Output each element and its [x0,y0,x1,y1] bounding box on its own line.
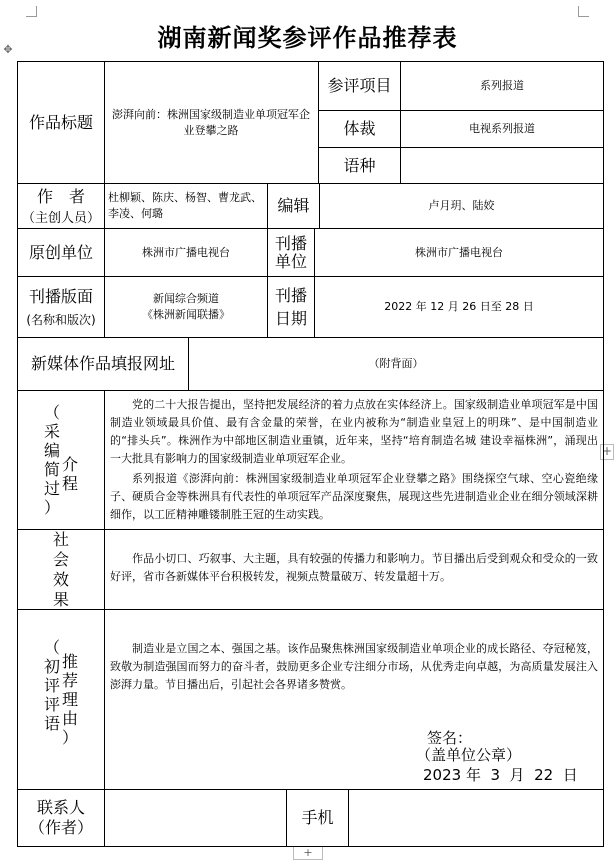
value-new-media-url[interactable]: （附背面） [368,357,424,370]
label-review-char: 语 [43,713,60,733]
label-edition [18,277,104,337]
label-review-char: 由 [62,709,79,728]
value-process-paragraph-1[interactable]: 党的二十大报告提出，坚持把发展经济的着力点放在实体经济上。国家级制造业单项冠军是中国制造业领域最具价值、最有含金量的荣誉，在业内被称为“制造业皇冠上的明珠”、是中国制造业的“排头兵”。株洲作为中部地区制造业重镇，近年来，坚持“培育制造名城 建设幸福株洲”，涌现出一大批具有影响力的国家级制造业单项冠军企业。 [110,398,598,465]
label-review-char: 理 [62,690,79,709]
label-publish-unit-line1: 刊播 [274,233,307,253]
label-publish-date-line2: 日期 [274,308,307,328]
label-review-col-left [44,638,60,752]
stamp-label: （盖单位公章） [416,746,522,764]
label-phone: 手机 [301,808,334,827]
label-publish-date [268,277,314,337]
label-process-col-left [44,403,60,517]
label-review-col-right [62,652,78,747]
add-row-icon[interactable]: + [293,846,323,860]
label-social-effect [18,530,104,609]
label-review-char: ） [62,728,79,747]
label-process-col-right [62,455,78,493]
label-process-char: 简 [43,460,60,479]
label-author [18,184,104,228]
label-review-char: 荐 [62,671,79,690]
label-process-char: 编 [43,441,60,460]
label-editor: 编辑 [277,196,310,215]
label-review-char: 评 [43,675,60,695]
label-social-char: 果 [52,589,69,609]
label-publish-date-line1: 刊播 [274,285,307,305]
signature-label: 签名： [427,729,473,747]
label-work-title: 作品标题 [28,112,93,132]
sign-date: 2023 年 3 月 22 日 [423,766,578,784]
value-review[interactable]: 制造业是立国之本、强国之基。该作品聚焦株洲国家级制造业单项企业的成长路径、夺冠秘笈，致敬为制造强国而努力的奋斗者，鼓励更多企业专注细分市场，从优秀走向卓越，为高质量发展注入澎湃力量。节目播出后，引起社会各界诸多赞赏。 [110,642,598,691]
value-contact[interactable] [105,790,286,846]
label-review-char: （ [43,637,60,657]
label-new-media-url: 新媒体作品填报网址 [30,354,175,373]
label-publish-unit [268,229,314,276]
label-language: 语种 [343,155,376,175]
label-genre: 体裁 [343,119,376,138]
label-process-char: 采 [43,422,60,441]
label-contact-line1: 联系人 [36,798,85,817]
label-process-char: 介 [62,455,79,474]
label-process-char: 程 [62,474,79,493]
value-category[interactable]: 系列报道 [480,79,524,92]
add-column-icon[interactable]: + [601,444,613,458]
label-social-char: 效 [52,569,69,589]
label-contact-line2: （作者） [28,818,93,837]
label-process-char: ） [43,498,60,517]
value-phone[interactable] [349,790,603,846]
page-title: 湖南新闻奖参评作品推荐表 [157,24,458,52]
label-review-char: 推 [62,652,79,671]
value-genre[interactable]: 电视系列报道 [469,122,535,135]
label-review [18,610,104,789]
value-publish-unit[interactable]: 株洲市广播电视台 [415,245,503,259]
value-social-effect[interactable]: 作品小切口、巧叙事、大主题，具有较强的传播力和影响力。节目播出后受到观众和受众的一致好评，省市各新媒体平台积极转发，视频点赞量破万、转发量超十万。 [110,552,598,583]
label-review-char: 评 [43,694,60,714]
label-edition-line1: 刊播版面 [28,286,93,306]
label-author-line1: 作 者 [36,186,85,206]
label-process-char: （ [43,403,60,422]
label-review-char: 初 [43,656,60,676]
label-edition-line2: (名称和版次) [26,312,96,327]
label-process-char: 过 [43,479,60,498]
value-authors[interactable]: 杜柳颖、陈庆、杨智、曹龙武、李凌、何璐 [108,191,262,220]
label-original-unit: 原创单位 [28,242,93,262]
label-contact [18,790,104,846]
value-publish-date[interactable]: 2022 年 12 月 26 日至 28 日 [384,300,534,313]
label-author-line2: （主创人员） [21,210,100,226]
label-social-char: 社 [52,529,69,549]
label-publish-unit-line2: 单位 [274,251,307,271]
label-category: 参评项目 [327,76,392,95]
value-original-unit[interactable]: 株洲市广播电视台 [142,245,230,259]
value-edition-line1: 新闻综合频道 [153,292,219,305]
label-social-char: 会 [52,549,69,569]
label-process [18,391,104,529]
value-editors[interactable]: 卢月玥、陆姣 [428,199,495,212]
table-move-handle-icon[interactable]: ✥ [3,43,13,56]
value-language[interactable] [401,148,603,183]
value-edition[interactable] [105,277,267,337]
value-work-title[interactable]: 澎湃向前：株洲国家级制造业单项冠军企业登攀之路 [112,107,310,137]
value-process-paragraph-2[interactable]: 系列报道《澎湃向前：株洲国家级制造业单项冠军企业登攀之路》围绕探空气球、空心瓷绝缘子、硬质合金等株洲具有代表性的单项冠军产品深度聚焦，展现这些先进制造业企业在细分领域深耕细作，以工匠精神雕镂制胜王冠的生动实践。 [110,472,598,521]
value-edition-line2: 《株洲新闻联播》 [142,308,230,321]
